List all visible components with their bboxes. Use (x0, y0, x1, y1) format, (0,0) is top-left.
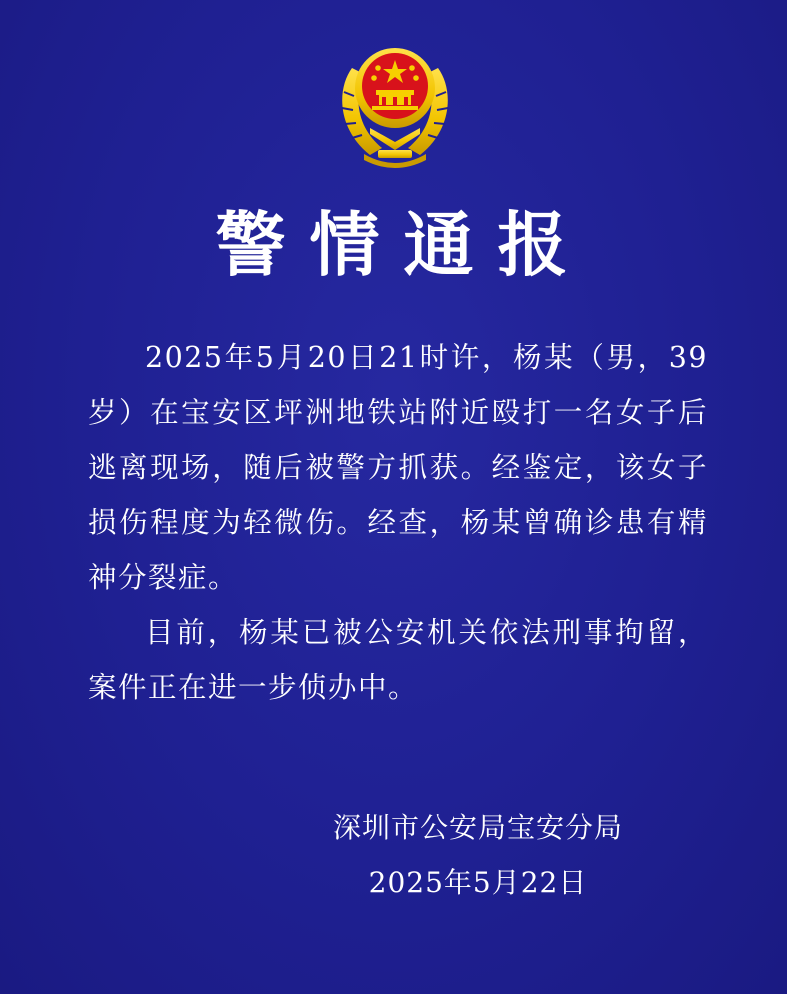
notice-title: 警情通报 (215, 204, 592, 286)
police-emblem-icon (330, 30, 460, 170)
issue-date: 2025年5月22日 (368, 866, 588, 899)
issuer-name: 深圳市公安局宝安分局 (332, 811, 623, 844)
notice-paragraph: 目前，杨某已被公安机关依法刑事拘留，案件正在进一步侦办中。 (88, 616, 708, 704)
notice-paragraph: 2025年5月20日21时许，杨某（男，39岁）在宝安区坪洲地铁站附近殴打一名女子后逃离现场，随后被警方抓获。经鉴定，该女子损伤程度为轻微伤。经查，杨某曾确诊患有精神分裂症。 (88, 341, 708, 594)
signature-block (318, 800, 638, 910)
notice-body (88, 330, 708, 715)
